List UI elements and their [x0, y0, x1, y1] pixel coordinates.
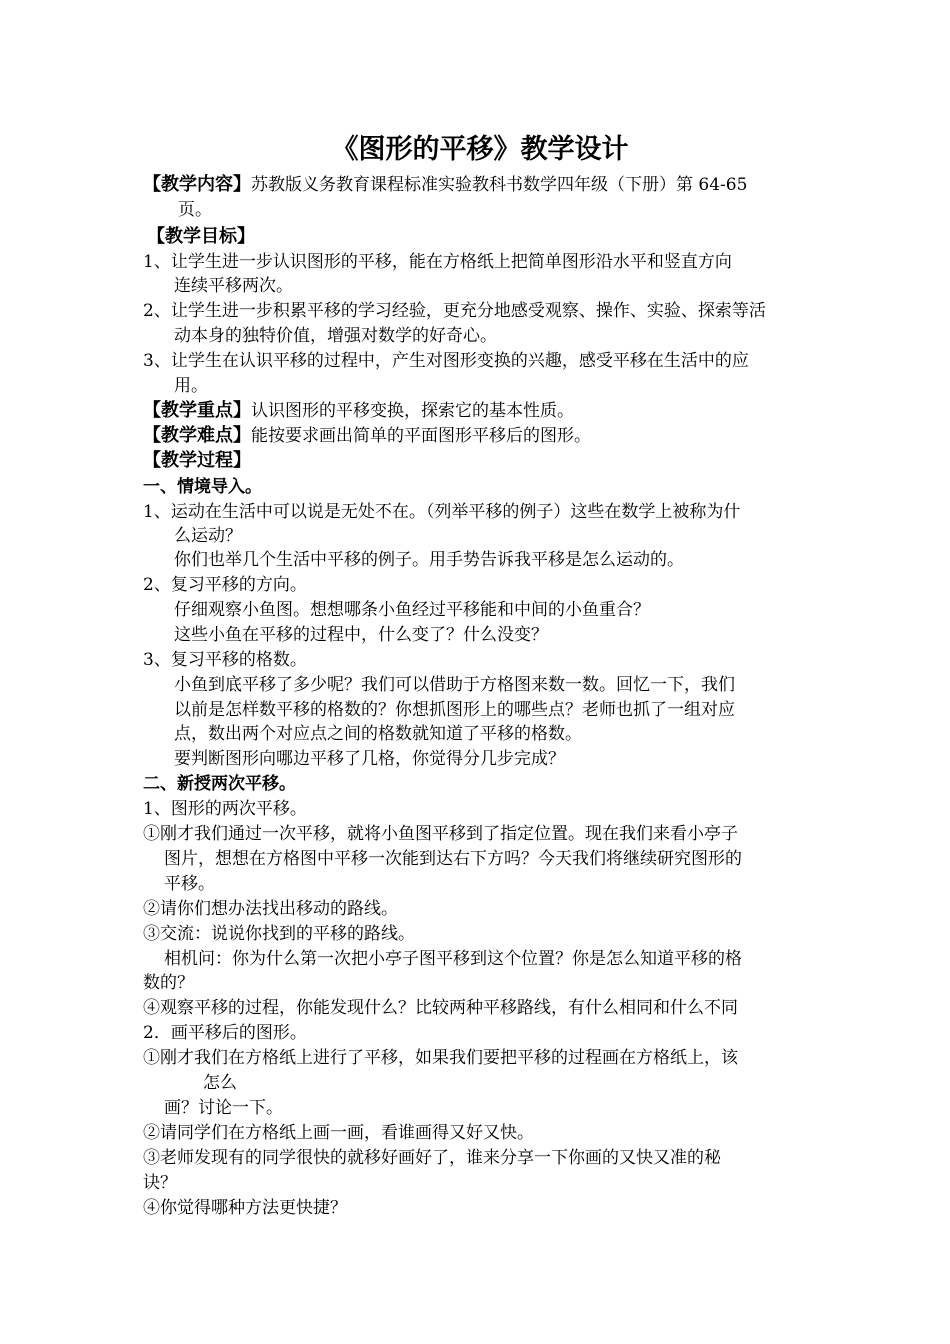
part2-line: 怎么 — [203, 1073, 237, 1093]
part2-line: ③交流：说说你找到的平移的路线。 — [143, 924, 415, 944]
part1-line: 1、运动在生活中可以说是无处不在。（列举平移的例子）这些在数学上被称为什 — [143, 502, 741, 522]
teaching-content-text: 苏教版义务教育课程标准实验教科书数学四年级（下册）第 64-65 — [251, 175, 748, 195]
part1-line: 你们也举几个生活中平移的例子。用手势告诉我平移是怎么运动的。 — [174, 550, 684, 570]
part1-line: 仔细观察小鱼图。想想哪条小鱼经过平移能和中间的小鱼重合？ — [174, 600, 650, 620]
part2-line: ①刚才我们通过一次平移，就将小鱼图平移到了指定位置。现在我们来看小亭子 — [143, 824, 738, 844]
part2-line: ①刚才我们在方格纸上进行了平移，如果我们要把平移的过程画在方格纸上，该 — [143, 1048, 738, 1068]
part2-heading: 二、新授两次平移。 — [143, 774, 296, 794]
part2-line: 相机问：你为什么第一次把小亭子图平移到这个位置？你是怎么知道平移的格 — [164, 949, 742, 969]
part2-line: 诀？ — [143, 1173, 177, 1193]
part1-line: 以前是怎样数平移的格数的？你想抓图形上的哪些点？老师也抓了一组对应 — [174, 700, 735, 720]
teaching-content-text-cont: 页。 — [178, 200, 212, 220]
part2-line: ②请你们想办法找出移动的路线。 — [143, 899, 398, 919]
part1-line: 2、复习平移的方向。 — [143, 575, 307, 595]
difficulty-text: 能按要求画出简单的平面图形平移后的图形。 — [251, 426, 591, 446]
key-point-line — [143, 399, 823, 423]
part2-line: ④你觉得哪种方法更快捷？ — [143, 1198, 347, 1218]
part2-line: 图片，想想在方格图中平移一次能到达右下方吗？今天我们将继续研究图形的 — [164, 849, 742, 869]
document-title: 《图形的平移》教学设计 — [331, 134, 629, 165]
teaching-goals-label: 【教学目标】 — [147, 226, 255, 247]
part2-line: ③老师发现有的同学很快的就移好画好了，谁来分享一下你画的又快又准的秘 — [143, 1148, 721, 1168]
goal-2-cont: 动本身的独特价值，增强对数学的好奇心。 — [174, 326, 497, 346]
part1-line: 要判断图形向哪边平移了几格，你觉得分几步完成？ — [174, 749, 565, 769]
goal-3: 3、让学生在认识平移的过程中，产生对图形变换的兴趣，感受平移在生活中的应 — [143, 351, 749, 371]
part2-line: 平移。 — [164, 874, 215, 894]
difficulty-label: 【教学难点】 — [143, 425, 251, 446]
part2-line: 画？讨论一下。 — [164, 1098, 283, 1118]
part1-line: 这些小鱼在平移的过程中，什么变了？什么没变？ — [174, 625, 548, 645]
goal-1-cont: 连续平移两次。 — [174, 276, 293, 296]
part1-line: 3、复习平移的格数。 — [143, 650, 307, 670]
part2-line: ②请同学们在方格纸上画一画，看谁画得又好又快。 — [143, 1123, 534, 1143]
part1-line: 小鱼到底平移了多少呢？我们可以借助于方格图来数一数。回忆一下，我们 — [174, 675, 735, 695]
part1-line: 点，数出两个对应点之间的格数就知道了平移的格数。 — [174, 724, 582, 744]
key-point-label: 【教学重点】 — [143, 400, 251, 421]
goal-3-cont: 用。 — [174, 376, 208, 396]
part1-heading: 一、情境导入。 — [143, 477, 262, 497]
key-point-text: 认识图形的平移变换，探索它的基本性质。 — [251, 401, 574, 421]
part2-line: 2．画平移后的图形。 — [143, 1023, 307, 1043]
goal-1: 1、让学生进一步认识图形的平移，能在方格纸上把简单图形沿水平和竖直方向 — [143, 252, 732, 272]
part2-line: 数的？ — [143, 973, 194, 993]
part2-line: ④观察平移的过程，你能发现什么？比较两种平移路线，有什么相同和什么不同 — [143, 998, 738, 1018]
goal-2: 2、让学生进一步积累平移的学习经验，更充分地感受观察、操作、实验、探索等活 — [143, 301, 766, 321]
part2-line: 1、图形的两次平移。 — [143, 799, 307, 819]
teaching-content-line — [143, 173, 823, 197]
teaching-content-label: 【教学内容】 — [143, 174, 251, 195]
part1-line: 么运动？ — [174, 526, 242, 546]
teaching-process-label: 【教学过程】 — [143, 450, 251, 471]
difficulty-line — [143, 424, 823, 448]
